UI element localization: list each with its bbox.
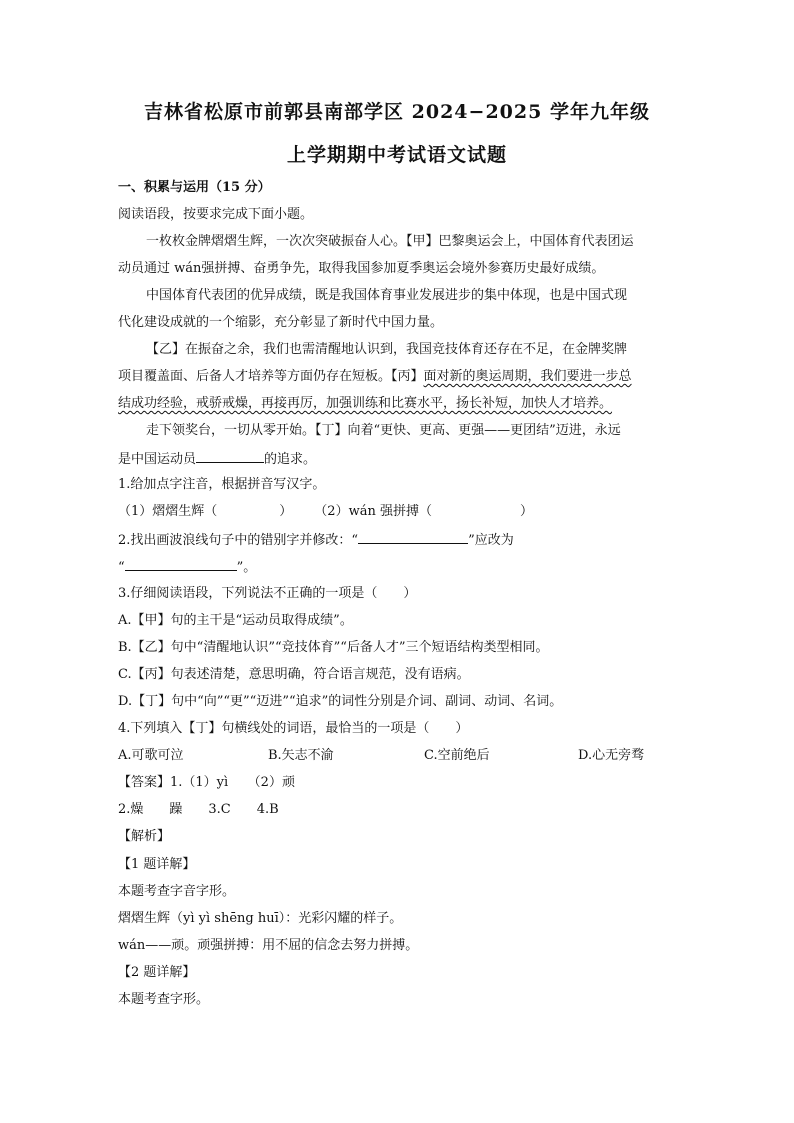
q2-text: “ bbox=[118, 560, 125, 575]
q3-option-c: C.【丙】句表述清楚，意思明确，符合语言规范，没有语病。 bbox=[118, 667, 470, 682]
question-4: 4.下列填入【丁】句横线处的词语，最恰当的一项是（ ） bbox=[118, 721, 469, 736]
q3-option-d: D.【丁】句中“向”“更”“迈进”“追求”的词性分别是介词、副词、动词、名词。 bbox=[118, 694, 563, 709]
fill-blank bbox=[196, 448, 264, 463]
question-2-line2 bbox=[118, 556, 256, 578]
analysis-text: 本题考查字音字形。 bbox=[118, 884, 236, 899]
wavy-underlined-sentence: 结成功经验，戒骄戒燥，再接再厉，加强训练和比赛水平，扬长补短，加快人才培养。 bbox=[118, 396, 613, 411]
q3-option-b: B.【乙】句中“清醒地认识”“竞技体育”“后备人才”三个短语结构类型相同。 bbox=[118, 640, 549, 655]
analysis-text: 熠熠生辉（yì yì shēng huī）：光彩闪耀的样子。 bbox=[118, 911, 403, 926]
q4-option-a: A.可歌可泣 bbox=[118, 748, 184, 763]
q1-sub1-close: ） bbox=[279, 504, 293, 519]
document-title-line1: 吉林省松原市前郭县南部学区 2024−2025 学年九年级 bbox=[144, 101, 650, 123]
passage-line: 【乙】在振奋之余，我们也需清醒地认识到，我国竞技体育还存在不足，在金牌奖牌 bbox=[146, 342, 628, 357]
answer-line: 2.燥 躁 3.C 4.B bbox=[118, 802, 279, 817]
answer-line: 【答案】1.（1）yì （2）顽 bbox=[118, 775, 295, 790]
document-title-line2: 上学期期中考试语文试题 bbox=[286, 144, 507, 166]
passage-line: 走下领奖台，一切从零开始。【丁】向着“更快、更高、更强——更团结”迈进，永远 bbox=[146, 423, 621, 438]
analysis-q2-heading: 【2 题详解】 bbox=[118, 965, 196, 980]
passage-line: 代化建设成就的一个缩影，充分彰显了新时代中国力量。 bbox=[118, 315, 444, 330]
analysis-q1-heading: 【1 题详解】 bbox=[118, 857, 196, 872]
q4-option-d: D.心无旁骛 bbox=[578, 748, 645, 763]
q1-sub1-label: （1）熠熠生辉（ bbox=[118, 504, 218, 519]
fill-blank bbox=[125, 556, 237, 571]
instruction-text: 阅读语段，按要求完成下面小题。 bbox=[118, 207, 314, 222]
q2-text: ”。 bbox=[236, 560, 257, 575]
analysis-text: 本题考查字形。 bbox=[118, 992, 210, 1007]
passage-line: 动员通过 wán强拼搏、奋勇争先，取得我国参加夏季奥运会境外参赛历史最好成绩。 bbox=[118, 261, 605, 276]
q4-option-c: C.空前绝后 bbox=[424, 748, 490, 763]
passage-text: 的追求。 bbox=[264, 452, 317, 467]
passage-line: 中国体育代表团的优异成绩，既是我国体育事业发展进步的集中体现，也是中国式现 bbox=[146, 288, 628, 303]
passage-text: 是中国运动员 bbox=[118, 452, 197, 467]
passage-text: 项目覆盖面、后备人才培养等方面仍存在短板。【丙】 bbox=[118, 369, 424, 384]
q3-option-a: A.【甲】句的主干是“运动员取得成绩”。 bbox=[118, 613, 353, 628]
question-1-subitems bbox=[118, 502, 533, 522]
question-3: 3.仔细阅读语段，下列说法不正确的一项是（ ） bbox=[118, 586, 417, 601]
passage-line: 一枚枚金牌熠熠生辉，一次次突破振奋人心。【甲】巴黎奥运会上，中国体育代表团运 bbox=[146, 234, 634, 249]
analysis-heading: 【解析】 bbox=[118, 829, 171, 844]
passage-line bbox=[118, 394, 612, 414]
section-heading: 一、积累与运用（15 分） bbox=[118, 180, 271, 195]
q1-sub2-close: ） bbox=[519, 504, 533, 519]
passage-line bbox=[118, 367, 632, 387]
fill-blank bbox=[358, 529, 468, 544]
q2-text: 2.找出画波浪线句子中的错别字并修改：“ bbox=[118, 533, 359, 548]
analysis-text: wán——顽。顽强拼搏：用不屈的信念去努力拼搏。 bbox=[118, 938, 419, 953]
q2-text: ”应改为 bbox=[468, 533, 514, 548]
q1-sub2-label: （2）wán 强拼搏（ bbox=[314, 504, 432, 519]
q4-option-b: B.矢志不渝 bbox=[268, 748, 334, 763]
question-1: 1.给加点字注音，根据拼音写汉字。 bbox=[118, 477, 326, 492]
wavy-underlined-sentence: 面对新的奥运周期，我们要进一步总 bbox=[423, 369, 632, 384]
question-2 bbox=[118, 529, 514, 551]
passage-line bbox=[118, 448, 316, 470]
